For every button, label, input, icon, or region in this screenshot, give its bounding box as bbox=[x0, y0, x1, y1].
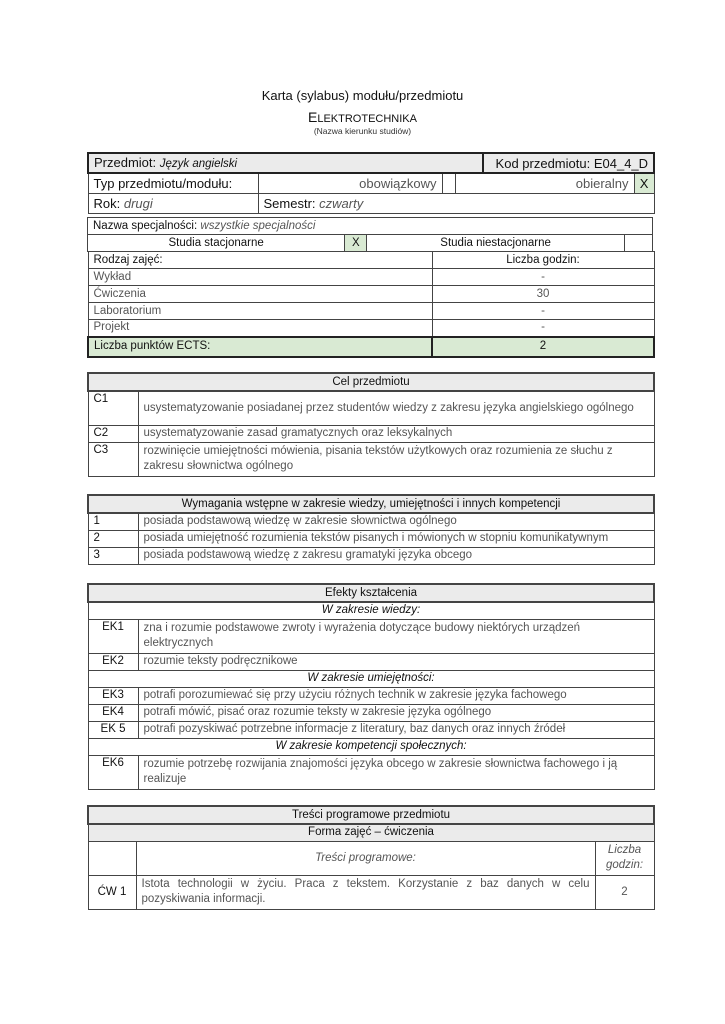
specialization-label: Nazwa specjalności: bbox=[93, 219, 198, 232]
prerequisite-code: 2 bbox=[88, 530, 138, 547]
outcomes-title: Efekty kształcenia bbox=[88, 584, 654, 602]
specialization-row bbox=[88, 218, 653, 235]
prerequisite-text: posiada umiejętność rozumienia tekstów pisanych i mówionych w stopniu komunikatywnym bbox=[138, 530, 654, 547]
program-content-table bbox=[87, 805, 655, 910]
hours-header-line-1: Liczba bbox=[607, 844, 642, 856]
field-of-study-name bbox=[0, 109, 725, 125]
goal-code: C2 bbox=[88, 425, 138, 442]
program-hours: 2 bbox=[595, 875, 654, 909]
nonstationary-checkbox bbox=[624, 235, 652, 252]
field-of-study-note: (Nazwa kierunku studiów) bbox=[313, 126, 412, 136]
outcome-code: EK1 bbox=[88, 619, 138, 653]
subject-row bbox=[88, 153, 654, 173]
outcome-code: EK 5 bbox=[88, 721, 138, 738]
program-text: Istota technologii w życiu. Praca z tekstem. Korzystanie z baz danych w celu pozyskiwania informacji. bbox=[136, 875, 595, 909]
type-required: obowiązkowy bbox=[258, 173, 442, 193]
program-columns-row bbox=[88, 841, 654, 875]
code-cell bbox=[483, 153, 654, 173]
outcome-text: zna i rozumie podstawowe zwroty i wyrażenia dotyczące budowy niektórych urządzeń elektrycznych bbox=[138, 619, 654, 653]
outcome-row bbox=[88, 721, 654, 738]
prerequisites-header-row bbox=[88, 495, 654, 513]
code-label: Kod przedmiotu: bbox=[495, 155, 591, 171]
goal-text: rozwinięcie umiejętności mówienia, pisania tekstów użytkowych oraz rozumienia ze słuchu z zakresu słownictwa ogólnego bbox=[138, 442, 654, 476]
semester-label: Semestr: bbox=[263, 195, 316, 211]
subject-cell bbox=[88, 153, 483, 173]
prerequisite-row bbox=[88, 547, 654, 564]
hours-row bbox=[88, 269, 654, 286]
goal-code: C3 bbox=[88, 442, 138, 476]
goal-text: usystematyzowanie zasad gramatycznych oraz leksykalnych bbox=[138, 425, 654, 442]
prerequisite-row bbox=[88, 530, 654, 547]
hours-label: Liczba godzin: bbox=[432, 252, 654, 269]
type-label: Typ przedmiotu/modułu: bbox=[88, 173, 258, 193]
program-hours-header bbox=[595, 841, 654, 875]
code-value: E04_4_D bbox=[593, 155, 649, 171]
social-heading: W zakresie kompetencji społecznych: bbox=[88, 738, 654, 755]
knowledge-heading-row bbox=[88, 602, 654, 619]
prerequisite-text: posiada podstawową wiedzę z zakresu gramatyki języka obcego bbox=[138, 547, 654, 564]
class-hours: - bbox=[432, 320, 654, 337]
type-elective-checkbox: X bbox=[634, 173, 654, 193]
learning-outcomes-table bbox=[87, 583, 655, 790]
class-name: Projekt bbox=[88, 320, 432, 337]
year-semester-row bbox=[88, 193, 654, 213]
prerequisites-table bbox=[87, 494, 655, 565]
program-content-header: Treści programowe: bbox=[136, 841, 595, 875]
outcome-text: potrafi porozumiewać się przy użyciu różnych technik w zakresie języka fachowego bbox=[138, 687, 654, 704]
type-required-checkbox bbox=[442, 173, 455, 193]
stationary-checkbox: X bbox=[345, 235, 367, 252]
type-row bbox=[88, 173, 654, 193]
semester-cell bbox=[258, 193, 654, 213]
semester-value: czwarty bbox=[319, 195, 364, 211]
class-hours: - bbox=[432, 303, 654, 320]
outcome-code: EK2 bbox=[88, 653, 138, 670]
goal-code: C1 bbox=[88, 391, 138, 425]
skills-heading: W zakresie umiejętności: bbox=[88, 670, 654, 687]
outcome-row bbox=[88, 619, 654, 653]
class-type-label: Rodzaj zajęć: bbox=[88, 252, 432, 269]
class-name: Wykład bbox=[88, 269, 432, 286]
outcome-code: EK4 bbox=[88, 704, 138, 721]
outcome-row bbox=[88, 704, 654, 721]
social-heading-row bbox=[88, 738, 654, 755]
outcome-row bbox=[88, 653, 654, 670]
program-header-row bbox=[88, 806, 654, 824]
goal-row bbox=[88, 442, 654, 476]
stationary-label: Studia stacjonarne bbox=[88, 235, 345, 252]
program-code-header bbox=[88, 841, 136, 875]
outcome-text: rozumie potrzebę rozwijania znajomości języka obcego w zakresie słownictwa fachowego i ją realizuje bbox=[138, 755, 654, 789]
outcome-code: EK6 bbox=[88, 755, 138, 789]
prerequisite-code: 3 bbox=[88, 547, 138, 564]
outcome-text: potrafi mówić, pisać oraz rozumie teksty w zakresie języka ogólnego bbox=[138, 704, 654, 721]
class-hours: 30 bbox=[432, 286, 654, 303]
prerequisite-text: posiada podstawową wiedzę w zakresie słownictwa ogólnego bbox=[138, 513, 654, 530]
outcome-text: rozumie teksty podręcznikowe bbox=[138, 653, 654, 670]
hours-row bbox=[88, 303, 654, 320]
goals-table bbox=[87, 372, 655, 477]
year-value: drugi bbox=[123, 195, 153, 211]
outcomes-header-row bbox=[88, 584, 654, 602]
ects-value: 2 bbox=[432, 337, 654, 357]
program-row bbox=[88, 875, 654, 909]
outcome-text: potrafi pozyskiwać potrzebne informacje z literatury, baz danych oraz innych źródeł bbox=[138, 721, 654, 738]
year-cell bbox=[88, 193, 258, 213]
knowledge-heading: W zakresie wiedzy: bbox=[88, 602, 654, 619]
program-form-row bbox=[88, 824, 654, 841]
hours-header-row bbox=[88, 252, 654, 269]
field-name-initial: E bbox=[308, 109, 318, 125]
subject-label: Przedmiot: bbox=[94, 154, 157, 170]
class-name: Laboratorium bbox=[88, 303, 432, 320]
prerequisites-title: Wymagania wstępne w zakresie wiedzy, umiejętności i innych kompetencji bbox=[88, 495, 654, 513]
goal-text: usystematyzowanie posiadanej przez studentów wiedzy z zakresu języka angielskiego ogólnego bbox=[138, 391, 654, 425]
prerequisite-row bbox=[88, 513, 654, 530]
hours-row bbox=[88, 320, 654, 337]
class-name: Ćwiczenia bbox=[88, 286, 432, 303]
outcome-row bbox=[88, 755, 654, 789]
outcome-row bbox=[88, 687, 654, 704]
goals-header-row bbox=[88, 373, 654, 391]
prerequisite-code: 1 bbox=[88, 513, 138, 530]
goal-row bbox=[88, 391, 654, 425]
program-code: ĆW 1 bbox=[88, 875, 136, 909]
hours-row bbox=[88, 286, 654, 303]
field-name-rest: LEKTROTECHNIKA bbox=[317, 113, 417, 125]
document-title: Karta (sylabus) modułu/przedmiotu bbox=[261, 88, 464, 103]
ects-label: Liczba punktów ECTS: bbox=[88, 337, 432, 357]
class-hours: - bbox=[432, 269, 654, 286]
goals-title: Cel przedmiotu bbox=[88, 373, 654, 391]
study-mode-row bbox=[88, 235, 653, 252]
type-elective: obieralny bbox=[455, 173, 634, 193]
program-title: Treści programowe przedmiotu bbox=[88, 806, 654, 824]
skills-heading-row bbox=[88, 670, 654, 687]
program-form: Forma zajęć – ćwiczenia bbox=[88, 824, 654, 841]
subject-value: Język angielski bbox=[159, 157, 238, 170]
specialization-table bbox=[87, 217, 653, 252]
year-label: Rok: bbox=[93, 195, 121, 211]
subject-info-table bbox=[87, 152, 655, 214]
outcome-code: EK3 bbox=[88, 687, 138, 704]
specialization-cell bbox=[88, 218, 653, 235]
specialization-value: wszystkie specjalności bbox=[200, 219, 316, 232]
nonstationary-label: Studia niestacjonarne bbox=[367, 235, 624, 252]
goal-row bbox=[88, 425, 654, 442]
hours-table bbox=[87, 251, 655, 358]
hours-header-line-2: godzin: bbox=[605, 859, 644, 871]
ects-row bbox=[88, 337, 654, 357]
